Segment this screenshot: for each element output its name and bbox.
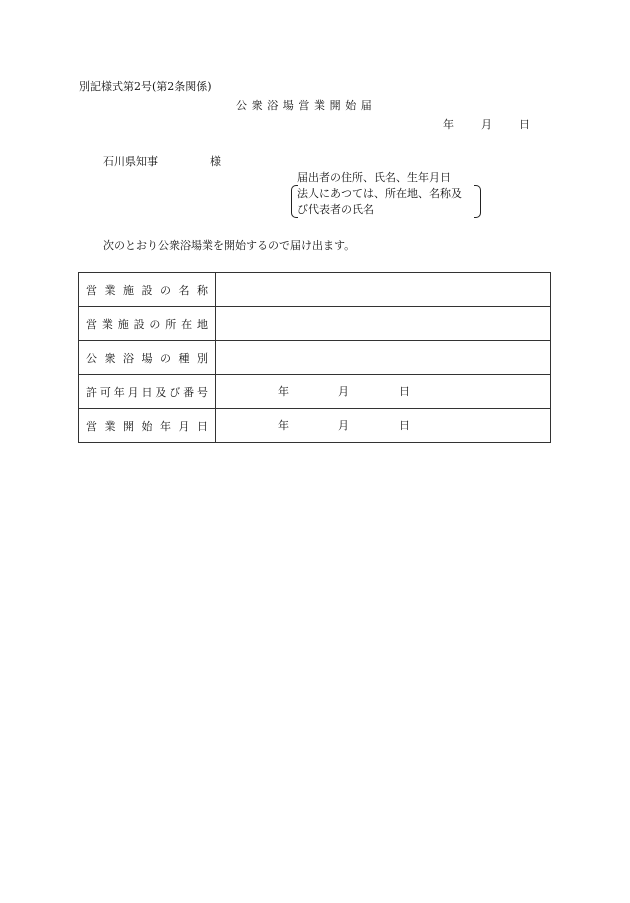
row-label-start-date: 営業開始年月日	[79, 409, 216, 443]
facility-name-field[interactable]	[216, 273, 551, 307]
addressee-name: 石川県知事	[103, 155, 158, 168]
start-year-label: 年	[278, 419, 289, 432]
permit-day-label: 日	[399, 385, 410, 398]
date-year-label: 年	[443, 118, 454, 131]
filer-info-label: 届出者の住所、氏名、生年月日	[297, 171, 451, 184]
table-row	[79, 409, 551, 443]
right-bracket	[474, 185, 481, 218]
facility-address-field[interactable]	[216, 307, 551, 341]
addressee	[103, 155, 221, 168]
permit-date-number-field[interactable]	[216, 375, 551, 409]
row-label-facility-name: 営業施設の名称	[79, 273, 216, 307]
table-row	[79, 307, 551, 341]
addressee-honorific: 様	[210, 155, 221, 168]
start-month-label: 月	[338, 419, 349, 432]
form-number-label: 別記様式第2号(第2条関係)	[79, 80, 212, 93]
start-date-field[interactable]	[216, 409, 551, 443]
submission-date	[443, 118, 530, 131]
date-month-label: 月	[481, 118, 492, 131]
start-day-label: 日	[399, 419, 410, 432]
row-label-bath-type: 公衆浴場の種別	[79, 341, 216, 375]
business-start-form-table	[78, 272, 551, 443]
row-label-facility-address: 営業施設の所在地	[79, 307, 216, 341]
table-row	[79, 273, 551, 307]
corporation-note-line1: 法人にあつては、所在地、名称及	[297, 187, 462, 200]
date-day-label: 日	[519, 118, 530, 131]
corporation-note	[291, 185, 481, 219]
document-title: 公衆浴場営業開始届	[236, 99, 377, 112]
table-row	[79, 375, 551, 409]
statement-text: 次のとおり公衆浴場業を開始するので届け出ます。	[103, 239, 356, 252]
corporation-note-line2: び代表者の氏名	[297, 203, 374, 216]
permit-month-label: 月	[338, 385, 349, 398]
bath-type-field[interactable]	[216, 341, 551, 375]
table-row	[79, 341, 551, 375]
permit-year-label: 年	[278, 385, 289, 398]
row-label-permit-date-number: 許可年月日及び番号	[79, 375, 216, 409]
